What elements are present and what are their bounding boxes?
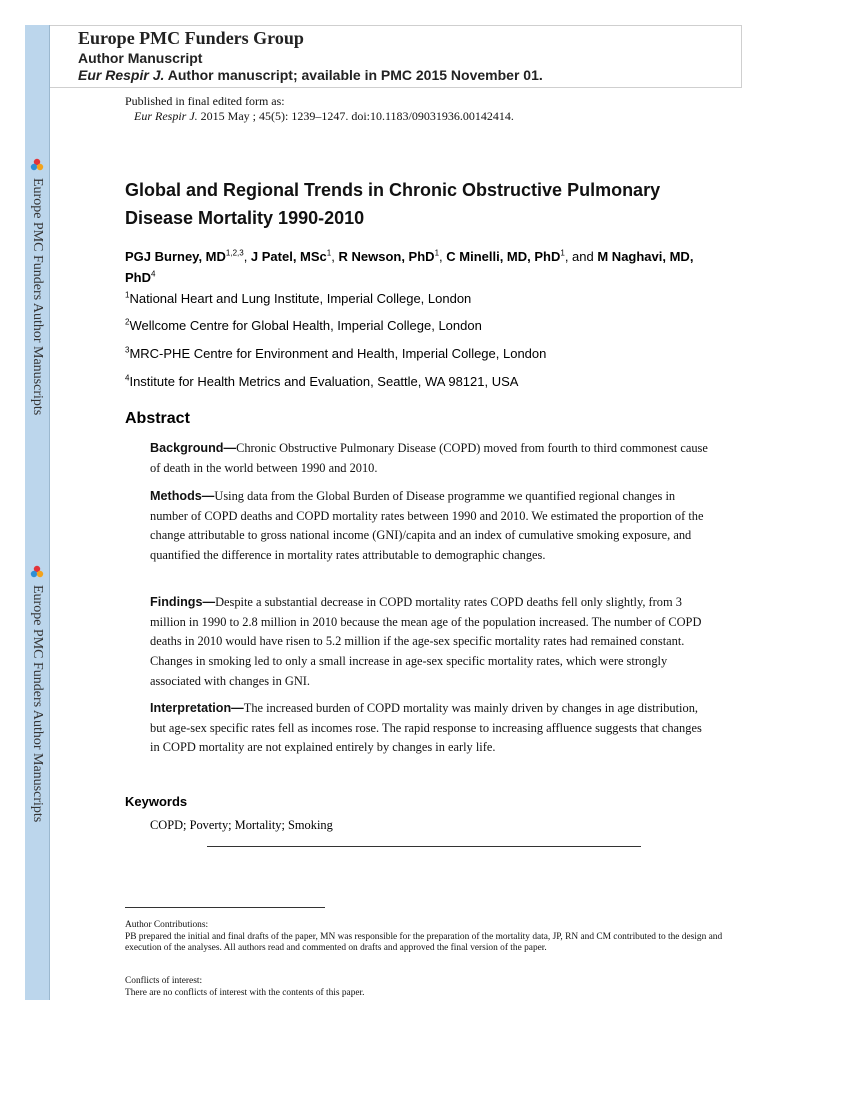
author-list: PGJ Burney, MD$^{1,2,3}$, J Patel, MSc$^1$, R Newson, PhD$^1$, C Minelli, MD, PhD$^1$, and M Naghavi, MD, PhD$^4$ xyxy=(125,248,694,285)
abstract-background: Background—Chronic Obstructive Pulmonary Disease (COPD) moved from fourth to third commonest cause of death in the world between 1990 and 2010. xyxy=(150,441,708,475)
conflicts-of-interest: Conflicts of interest: There are no conflicts of interest with the contents of this paper. xyxy=(125,976,365,998)
abstract-interpretation: Interpretation—The increased burden of COPD mortality was mainly driven by changes in age distribution, but age-sex specific rates fell as incomes rose. The rapid response to increasing affluence suggests that changes in COPD mortality are not explained entirely by changes in early life. xyxy=(150,701,702,755)
footnote-divider xyxy=(125,907,325,908)
paper-title: Global and Regional Trends in Chronic Obstructive Pulmonary Disease Mortality 1990-2010 xyxy=(125,180,661,228)
affiliation: $^1$National Heart and Lung Institute, Imperial College, London xyxy=(125,290,472,306)
europe-pmc-logo-icon xyxy=(30,565,44,579)
publication-info: Published in final edited form as: Eur Respir J. 2015 May ; 45(5): 1239–1247. doi:10.1183/09031936.00142414. xyxy=(125,94,514,123)
europe-pmc-logo-icon xyxy=(30,158,44,172)
keywords-list: COPD; Poverty; Mortality; Smoking xyxy=(150,818,333,832)
author-manuscript-label: Author Manuscript xyxy=(78,50,203,66)
author: C Minelli, MD, PhD xyxy=(446,249,561,264)
abstract-heading: Abstract xyxy=(125,410,190,427)
affiliation: $^4$Institute for Health Metrics and Evaluation, Seattle, WA 98121, USA xyxy=(125,373,519,389)
author: J Patel, MSc xyxy=(250,249,327,264)
author: M Naghavi, MD, PhD xyxy=(125,249,694,285)
journal-availability: Eur Respir J. Author manuscript; available in PMC 2015 November 01. xyxy=(78,67,543,83)
affiliation: $^3$MRC-PHE Centre for Environment and Health, Imperial College, London xyxy=(125,345,547,361)
abstract-methods: Methods—Using data from the Global Burden of Disease programme we quantified regional changes in number of COPD deaths and COPD mortality rates between 1990 and 2010. We estimated the proportion of the change attributable to gross national income (GNI)/capita and an index of cumulative smoking exposure, and quantified the difference in mortality rates attributable to demographic changes. xyxy=(150,489,704,563)
keywords-heading: Keywords xyxy=(125,794,188,809)
abstract-findings: Findings—Despite a substantial decrease in COPD mortality rates COPD deaths fell only slightly, from 3 million in 1990 to 2.8 million in 2010 because the mean age of the population increased. The number of COPD deaths in 2010 would have risen to 5.2 million if the age-sex specific mortality rates had remained constant. Changes in smoking led to only a small increase in age-sex specific mortality rates, which were strongly associated with changes in GNI. xyxy=(150,595,702,688)
author: R Newson, PhD xyxy=(338,249,435,264)
funders-group-title: Europe PMC Funders Group xyxy=(78,28,304,48)
author-contributions: Author Contributions: PB prepared the initial and final drafts of the paper, MN was responsible for the preparation of the mortality data, JP, RN and CM contributed to the design and execution of the analyses. All authors read and commented on drafts and approved the final version of the paper. xyxy=(125,920,723,953)
author: PGJ Burney, MD xyxy=(125,249,226,264)
affiliation: $^2$Wellcome Centre for Global Health, Imperial College, London xyxy=(125,317,482,333)
section-divider xyxy=(207,846,641,847)
